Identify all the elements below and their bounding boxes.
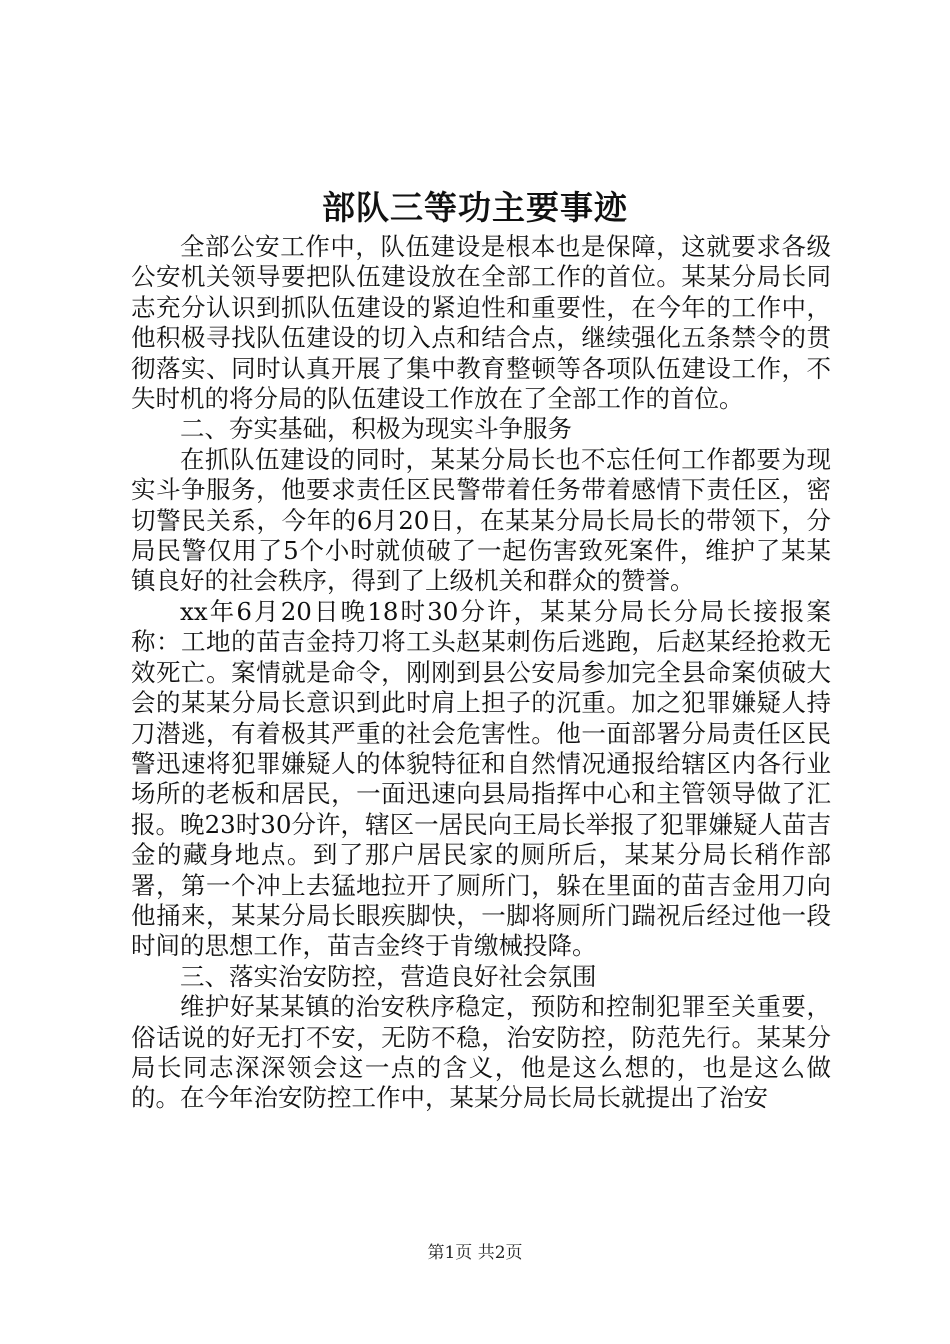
document-body <box>131 232 831 1114</box>
paragraph-section-3: 维护好某某镇的治安秩序稳定，预防和控制犯罪至关重要，俗话说的好无打不安，无防不稳，治安防控，防范先行。某某分局长同志深深领会这一点的含义，他是这么想的，也是这么做的。在今年治安防控工作中，某某分局长局长就提出了治安 <box>131 992 831 1113</box>
paragraph-intro: 全部公安工作中，队伍建设是根本也是保障，这就要求各级公安机关领导要把队伍建设放在全部工作的首位。某某分局长同志充分认识到抓队伍建设的紧迫性和重要性，在今年的工作中，他积极寻找队伍建设的切入点和结合点，继续强化五条禁令的贯彻落实、同时认真开展了集中教育整顿等各项队伍建设工作，不失时机的将分局的队伍建设工作放在了全部工作的首位。 <box>131 232 831 414</box>
page-number-footer: 第1页 共2页 <box>427 1243 523 1263</box>
section-heading-2: 二、夯实基础，积极为现实斗争服务 <box>180 414 572 444</box>
document-title: 部队三等功主要事迹 <box>322 188 628 227</box>
section-heading-3: 三、落实治安防控，营造良好社会氛围 <box>180 961 597 991</box>
paragraph-case-report: xx年6月20日晚18时30分许，某某分局长分局长接报案称：工地的苗吉金持刀将工头赵某刺伤后逃跑，后赵某经抢救无效死亡。案情就是命令，刚刚到县公安局参加完全县命案侦破大会的某某分局长意识到此时肩上担子的沉重。加之犯罪嫌疑人持刀潜逃，有着极其严重的社会危害性。他一面部署分局责任区民警迅速将犯罪嫌疑人的体貌特征和自然情况通报给辖区内各行业场所的老板和居民，一面迅速向县局指挥中心和主管领导做了汇报。晚23时30分许，辖区一居民向王局长举报了犯罪嫌疑人苗吉金的藏身地点。到了那户居民家的厕所后，某某分局长稍作部署，第一个冲上去猛地拉开了厕所门，躲在里面的苗吉金用刀向他捅来，某某分局长眼疾脚快，一脚将厕所门踹祝后经过他一段时间的思想工作，苗吉金终于肯缴械投降。 <box>131 596 831 961</box>
paragraph-section-2: 在抓队伍建设的同时，某某分局长也不忘任何工作都要为现实斗争服务，他要求责任区民警带着任务带着感情下责任区，密切警民关系，今年的6月20日，在某某分局长局长的带领下，分局民警仅用了5个小时就侦破了一起伤害致死案件，维护了某某镇良好的社会秩序，得到了上级机关和群众的赞誉。 <box>131 444 831 596</box>
